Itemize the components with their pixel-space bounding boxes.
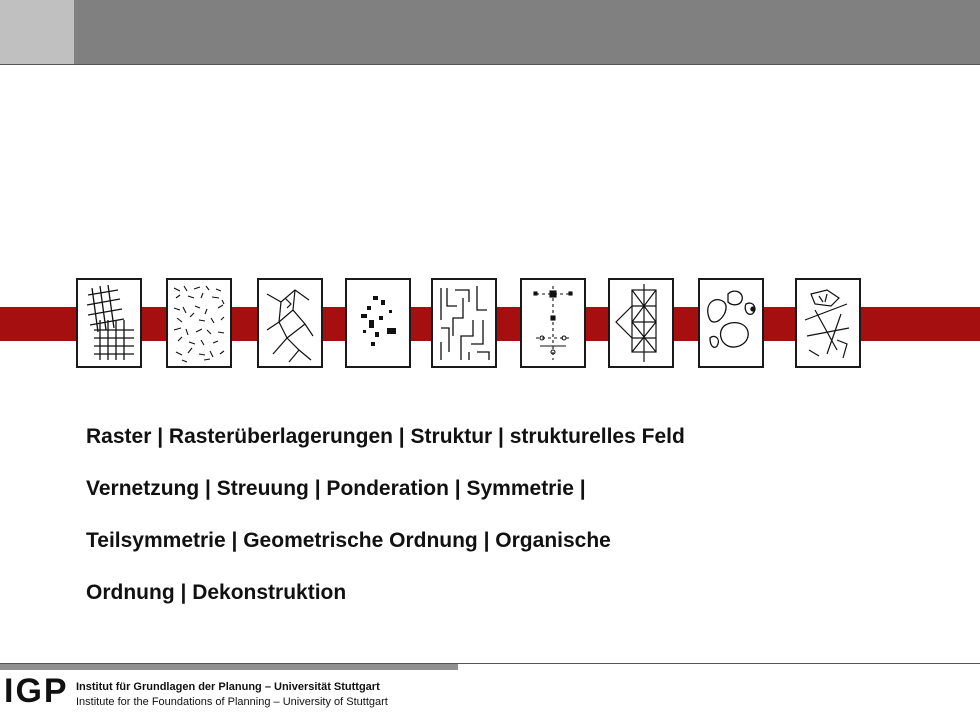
footer-institute-german: Institut für Grundlagen der Planung – Universität Stuttgart: [76, 681, 380, 693]
body-line-4: Ordnung | Dekonstruktion: [86, 581, 347, 604]
network-sketch-icon: [257, 278, 323, 368]
header-accent-block: [0, 0, 74, 64]
igp-logo: IGP: [4, 672, 69, 710]
maze-lines-sketch-icon: [431, 278, 497, 368]
footer-gray-bar: [0, 663, 458, 670]
scattered-marks-sketch-icon: [166, 278, 232, 368]
body-line-3: Teilsymmetrie | Geometrische Ordnung | Organische: [86, 529, 611, 552]
body-text: [86, 424, 946, 632]
body-line-2: Vernetzung | Streuung | Ponderation | Symmetrie |: [86, 477, 586, 500]
footer-institute-english: Institute for the Foundations of Planning – University of Stuttgart: [76, 696, 388, 708]
geometric-order-sketch-icon: [608, 278, 674, 368]
symmetry-axis-sketch-icon: [520, 278, 586, 368]
header-bar: [0, 0, 980, 64]
header-divider: [0, 64, 980, 65]
dispersion-sketch-icon: [345, 278, 411, 368]
organic-shapes-sketch-icon: [698, 278, 764, 368]
grid-sketch-icon: [76, 278, 142, 368]
footer-divider: [0, 663, 980, 664]
body-line-1: Raster | Rasterüberlagerungen | Struktur | strukturelles Feld: [86, 425, 685, 448]
deconstruction-sketch-icon: [795, 278, 861, 368]
